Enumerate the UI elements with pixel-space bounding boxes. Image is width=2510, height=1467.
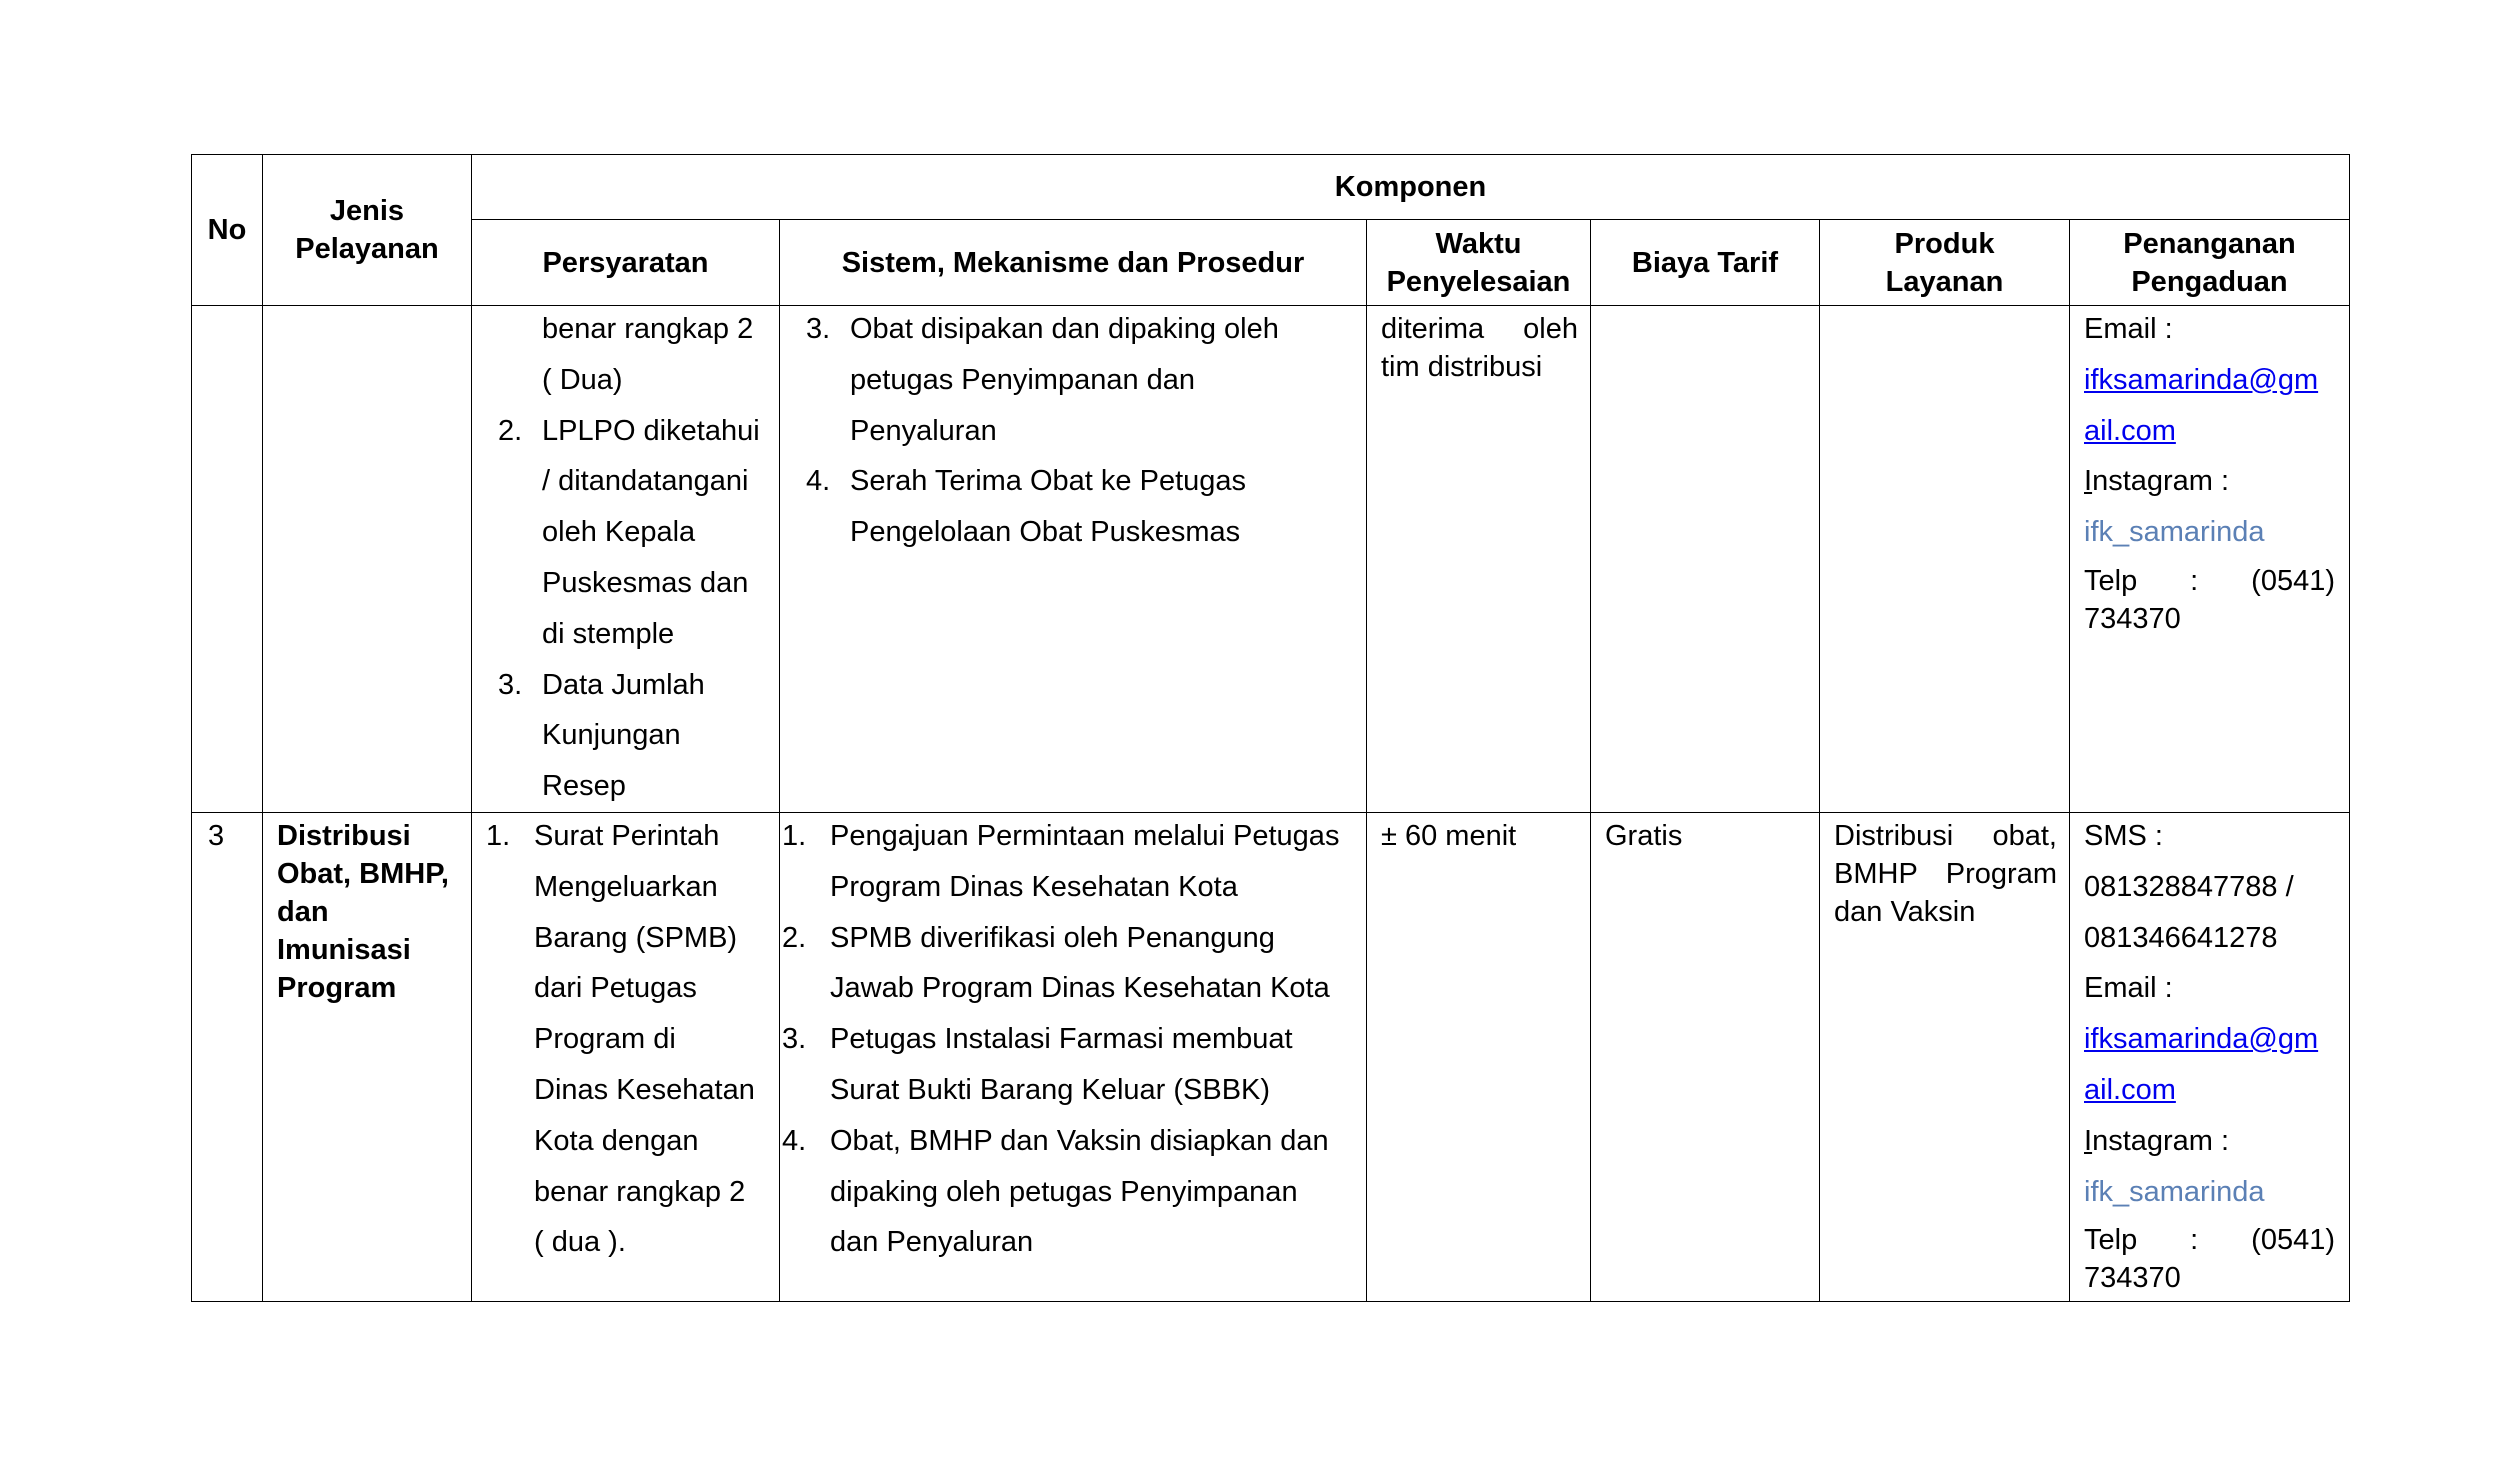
list-item (806, 456, 1366, 558)
header-no: No (192, 155, 263, 306)
list-number: 2. (782, 921, 807, 954)
list-line: Barang (SPMB) (534, 921, 738, 954)
sms-label: SMS : (2084, 820, 2163, 852)
jenis-line: Program (277, 972, 397, 1004)
cell-biaya (1591, 306, 1820, 813)
list-line: Program Dinas Kesehatan Kota (830, 870, 1238, 903)
header-jenis-pelayanan (263, 155, 472, 306)
biaya-text: Gratis (1605, 820, 1683, 852)
list-number: 4. (782, 1124, 807, 1157)
list-number: 3. (806, 313, 831, 345)
list-item (782, 1116, 1366, 1268)
list-line: Obat, BMHP dan Vaksin disiapkan dan (830, 1124, 1329, 1157)
header-komponen: Komponen (472, 155, 2350, 220)
telp-line: Telp : (0541) (2084, 1224, 2335, 1257)
produk-line: Distribusi obat, (1834, 820, 2057, 852)
persyaratan-list (472, 811, 779, 1268)
list-line: Mengeluarkan (534, 870, 718, 903)
instagram-label: Instagram : (2084, 1124, 2230, 1157)
waktu-text (1367, 813, 1590, 859)
list-line: oleh Kepala (542, 516, 696, 549)
list-line: SPMB diverifikasi oleh Penangung (830, 921, 1275, 954)
telp-block (2084, 1217, 2335, 1297)
waktu-line: ± 60 menit (1381, 820, 1517, 852)
header-pengaduan-text: Penanganan Pengaduan (2123, 227, 2296, 298)
list-line: Kota dengan (534, 1124, 699, 1157)
jenis-line: dan (277, 896, 329, 928)
cell-sistem (780, 813, 1367, 1302)
list-line: Petugas Instalasi Farmasi membuat (830, 1023, 1293, 1056)
telp-line: Telp : (0541) (2084, 564, 2335, 597)
header-biaya: Biaya Tarif (1591, 220, 1820, 306)
email-link[interactable] (2084, 1014, 2335, 1116)
sms-number: 081328847788 / (2084, 870, 2294, 903)
list-line: dipaking oleh petugas Penyimpanan (830, 1175, 1298, 1208)
list-line: Program di (534, 1023, 676, 1056)
cell-waktu (1367, 813, 1591, 1302)
cell-persyaratan (472, 813, 780, 1302)
list-line: Penyaluran (850, 414, 997, 447)
instagram-handle[interactable]: ifk_samarinda (2084, 1175, 2265, 1208)
jenis-pelayanan (263, 813, 471, 1011)
list-line: Surat Perintah (534, 820, 720, 852)
waktu-line: diterima oleh (1381, 313, 1578, 345)
email-line[interactable]: ifksamarinda@gm (2084, 1023, 2319, 1056)
produk-line: dan Vaksin (1834, 896, 1976, 928)
header-produk-text: Produk Layanan (1885, 227, 2004, 298)
cell-jenis (263, 813, 472, 1302)
cell-persyaratan (472, 306, 780, 813)
list-line: Obat disipakan dan dipaking oleh (850, 313, 1279, 345)
list-number: 3. (498, 668, 523, 701)
list-number: 1. (486, 820, 511, 852)
produk-text (1820, 813, 2069, 935)
list-number: 2. (498, 414, 523, 447)
instagram-handle[interactable]: ifk_samarinda (2084, 516, 2265, 549)
list-line: di stemple (542, 617, 675, 650)
pengaduan-block (2070, 811, 2349, 1301)
jenis-line: Obat, BMHP, (277, 858, 449, 890)
cell-pengaduan (2070, 306, 2350, 813)
waktu-text (1367, 306, 1590, 390)
cell-produk (1820, 813, 2070, 1302)
header-row-sub (192, 220, 2350, 306)
list-line: benar rangkap 2 (534, 1175, 746, 1208)
sistem-list (780, 304, 1366, 558)
cell-sistem (780, 306, 1367, 813)
list-line: petugas Penyimpanan dan (850, 363, 1196, 396)
list-line: ( dua ). (534, 1226, 626, 1259)
cell-pengaduan (2070, 813, 2350, 1302)
list-line: ( Dua) (542, 363, 623, 396)
persyaratan-list (472, 304, 779, 812)
list-line: Data Jumlah (542, 668, 705, 701)
list-item (782, 811, 1366, 913)
header-waktu (1367, 220, 1591, 306)
list-line: Serah Terima Obat ke Petugas (850, 465, 1247, 498)
list-line: Jawab Program Dinas Kesehatan Kota (830, 972, 1330, 1005)
cell-jenis (263, 306, 472, 813)
row-number: 3 (208, 820, 225, 852)
email-link[interactable] (2084, 355, 2335, 457)
email-line[interactable]: ail.com (2084, 414, 2176, 447)
header-sistem: Sistem, Mekanisme dan Prosedur (780, 220, 1367, 306)
list-line: dan Penyaluran (830, 1226, 1034, 1259)
list-line: Dinas Kesehatan (534, 1073, 755, 1106)
table-row (192, 306, 2350, 813)
list-line: Kunjungan (542, 719, 681, 752)
list-number: 3. (782, 1023, 807, 1056)
cell-produk (1820, 306, 2070, 813)
service-standard-table (191, 154, 2350, 1302)
list-line: benar rangkap 2 (542, 313, 754, 345)
jenis-line: Distribusi (277, 820, 411, 852)
telp-line: 734370 (2084, 1262, 2181, 1295)
list-line: / ditandatangani (542, 465, 749, 498)
email-label: Email : (2084, 972, 2173, 1005)
header-jenis-pelayanan-text: Jenis Pelayanan (295, 195, 439, 265)
table-row (192, 813, 2350, 1302)
list-item (498, 660, 779, 812)
list-item (486, 811, 779, 1268)
jenis-line: Imunisasi (277, 934, 411, 966)
header-produk (1820, 220, 2070, 306)
list-item (782, 1014, 1366, 1116)
list-line: Resep (542, 770, 626, 803)
instagram-label: Instagram : (2084, 465, 2230, 498)
telp-line: 734370 (2084, 602, 2181, 635)
email-line[interactable]: ifksamarinda@gm (2084, 363, 2319, 396)
list-line: Surat Bukti Barang Keluar (SBBK) (830, 1073, 1271, 1106)
list-item (498, 304, 779, 406)
list-line: dari Petugas (534, 972, 697, 1005)
header-row-top (192, 155, 2350, 220)
list-item (498, 406, 779, 660)
email-label: Email : (2084, 313, 2173, 345)
cell-no (192, 813, 263, 1302)
list-line: Pengajuan Permintaan melalui Petugas (830, 820, 1340, 852)
header-pengaduan (2070, 220, 2350, 306)
list-line: LPLPO diketahui (542, 414, 760, 447)
telp-block (2084, 558, 2335, 638)
list-line: Pengelolaan Obat Puskesmas (850, 516, 1241, 549)
pengaduan-block (2070, 304, 2349, 642)
cell-no (192, 306, 263, 813)
list-line: Puskesmas dan (542, 566, 749, 599)
sms-number: 081346641278 (2084, 921, 2278, 954)
list-item (782, 913, 1366, 1015)
list-item (806, 304, 1366, 456)
cell-waktu (1367, 306, 1591, 813)
produk-line: BMHP Program (1834, 858, 2057, 890)
header-persyaratan: Persyaratan (472, 220, 780, 306)
list-number: 4. (806, 465, 831, 498)
waktu-line: tim distribusi (1381, 351, 1543, 383)
header-waktu-text: Waktu Penyelesaian (1386, 227, 1571, 298)
cell-biaya (1591, 813, 1820, 1302)
list-number: 1. (782, 820, 807, 852)
sistem-list (780, 811, 1366, 1268)
email-line[interactable]: ail.com (2084, 1073, 2176, 1106)
